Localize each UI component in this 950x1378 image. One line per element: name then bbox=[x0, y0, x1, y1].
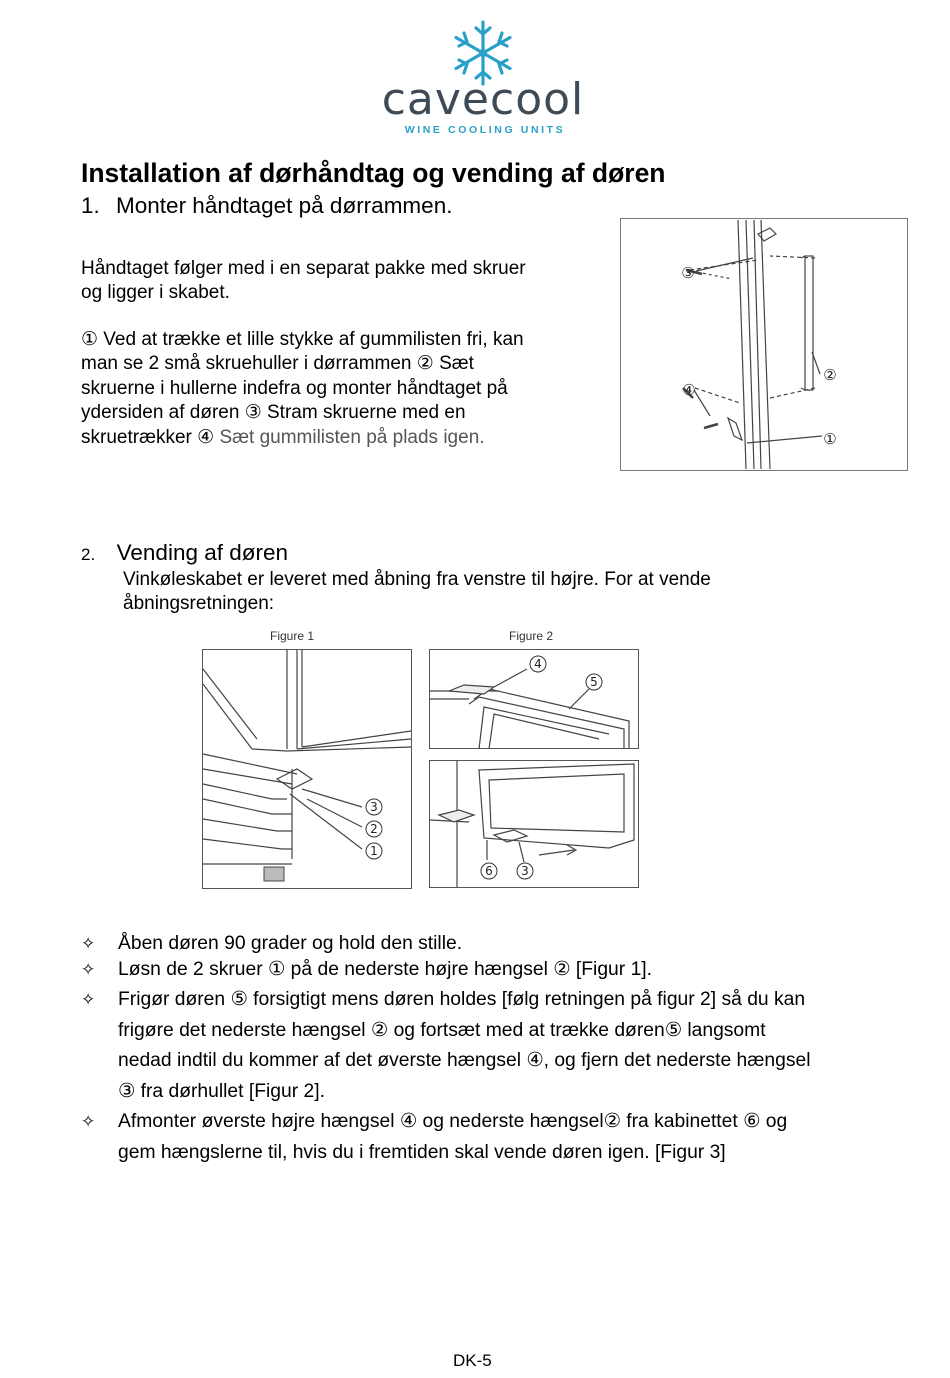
figure2-top-diagram bbox=[429, 649, 639, 749]
step2-intro bbox=[123, 568, 823, 617]
step1-number: 1. bbox=[81, 193, 100, 218]
fig1-callout-1: 1 bbox=[370, 844, 378, 858]
step2-intro-line: Vinkøleskabet er leveret med åbning fra venstre til højre. For at vende bbox=[123, 569, 711, 590]
callout-4: ④ bbox=[682, 381, 696, 399]
fig2-callout-5: 5 bbox=[590, 675, 598, 689]
instruction-line: skruerne i hullerne indefra og monter håndtaget på bbox=[81, 377, 508, 399]
step1-intro-line: Håndtaget følger med i en separat pakke med skruer bbox=[81, 258, 526, 279]
callout-3: ③ bbox=[681, 264, 695, 282]
bullet-item bbox=[81, 955, 901, 986]
bullet-line: Frigør døren ⑤ forsigtigt mens døren holdes [følg retningen på figur 2] så du kan bbox=[118, 989, 806, 1010]
page-title: Installation af dørhåndtag og vending af døren bbox=[81, 158, 666, 188]
instruction-line: man se 2 små skruehuller i dørrammen ② Sæt bbox=[81, 353, 474, 375]
instruction-text: skruetrækker ④ bbox=[81, 426, 220, 448]
fig2-callout-3: 3 bbox=[521, 864, 529, 878]
star-bullet-icon: ✧ bbox=[81, 1112, 96, 1132]
instruction-line: ① Ved at trække et lille stykke af gummilisten fri, kan bbox=[81, 329, 524, 350]
figure1-label: Figure 1 bbox=[270, 629, 315, 643]
step1-instructions bbox=[81, 328, 611, 450]
step2-heading bbox=[81, 540, 288, 566]
bullet-line: gem hængslerne til, hvis du i fremtiden skal vende døren igen. [Figur 3] bbox=[118, 1141, 726, 1163]
fig2-callout-6: 6 bbox=[485, 864, 493, 878]
bullet-line: frigøre det nederste hængsel ② og fortsæt med at trække døren⑤ langsomt bbox=[118, 1019, 766, 1041]
step2-title: Vending af døren bbox=[116, 540, 289, 565]
bullet-line: Åben døren 90 grader og hold den stille. bbox=[118, 933, 463, 954]
star-bullet-icon: ✧ bbox=[81, 959, 96, 980]
instruction-text-gray: Sæt gummilisten på plads igen. bbox=[219, 426, 485, 448]
fig2-callout-4: 4 bbox=[534, 657, 542, 671]
figure2-bottom-diagram bbox=[429, 760, 639, 888]
step2-number: 2. bbox=[81, 545, 96, 564]
bullet-line: Afmonter øverste højre hængsel ④ og nederste hængsel② fra kabinettet ⑥ og bbox=[118, 1111, 788, 1132]
step1-intro-line: og ligger i skabet. bbox=[81, 282, 230, 304]
brand-tagline: WINE COOLING UNITS bbox=[404, 124, 566, 136]
callout-1: ① bbox=[823, 430, 837, 448]
bullet-line: Løsn de 2 skruer ① på de nederste højre hængsel ② [Figur 1]. bbox=[118, 958, 653, 980]
instruction-line bbox=[81, 426, 611, 450]
star-bullet-icon: ✧ bbox=[81, 934, 96, 954]
figure2-label: Figure 2 bbox=[509, 629, 554, 643]
figure1-diagram bbox=[202, 649, 412, 889]
step2-intro-line: åbningsretningen: bbox=[123, 593, 275, 615]
step1-heading bbox=[81, 193, 452, 219]
bullet-line: ③ fra dørhullet [Figur 2]. bbox=[118, 1080, 325, 1102]
step1-intro bbox=[81, 257, 601, 306]
bullet-item bbox=[81, 1107, 901, 1168]
instruction-bullets bbox=[81, 929, 901, 1168]
handle-diagram bbox=[620, 218, 908, 471]
bullet-line: nedad indtil du kommer af det øverste hængsel ④, og fjern det nederste hængsel bbox=[118, 1050, 811, 1071]
page-number: DK-5 bbox=[453, 1351, 492, 1370]
step1-title: Monter håndtaget på dørrammen. bbox=[116, 193, 453, 218]
bullet-item bbox=[81, 985, 901, 1107]
star-bullet-icon: ✧ bbox=[81, 990, 96, 1010]
instruction-line: ydersiden af døren ③ Stram skruerne med en bbox=[81, 402, 466, 424]
fig1-callout-3: 3 bbox=[370, 800, 378, 814]
brand-name: cavecool bbox=[381, 74, 585, 125]
callout-2: ② bbox=[823, 366, 837, 384]
fig1-callout-2: 2 bbox=[370, 822, 378, 836]
